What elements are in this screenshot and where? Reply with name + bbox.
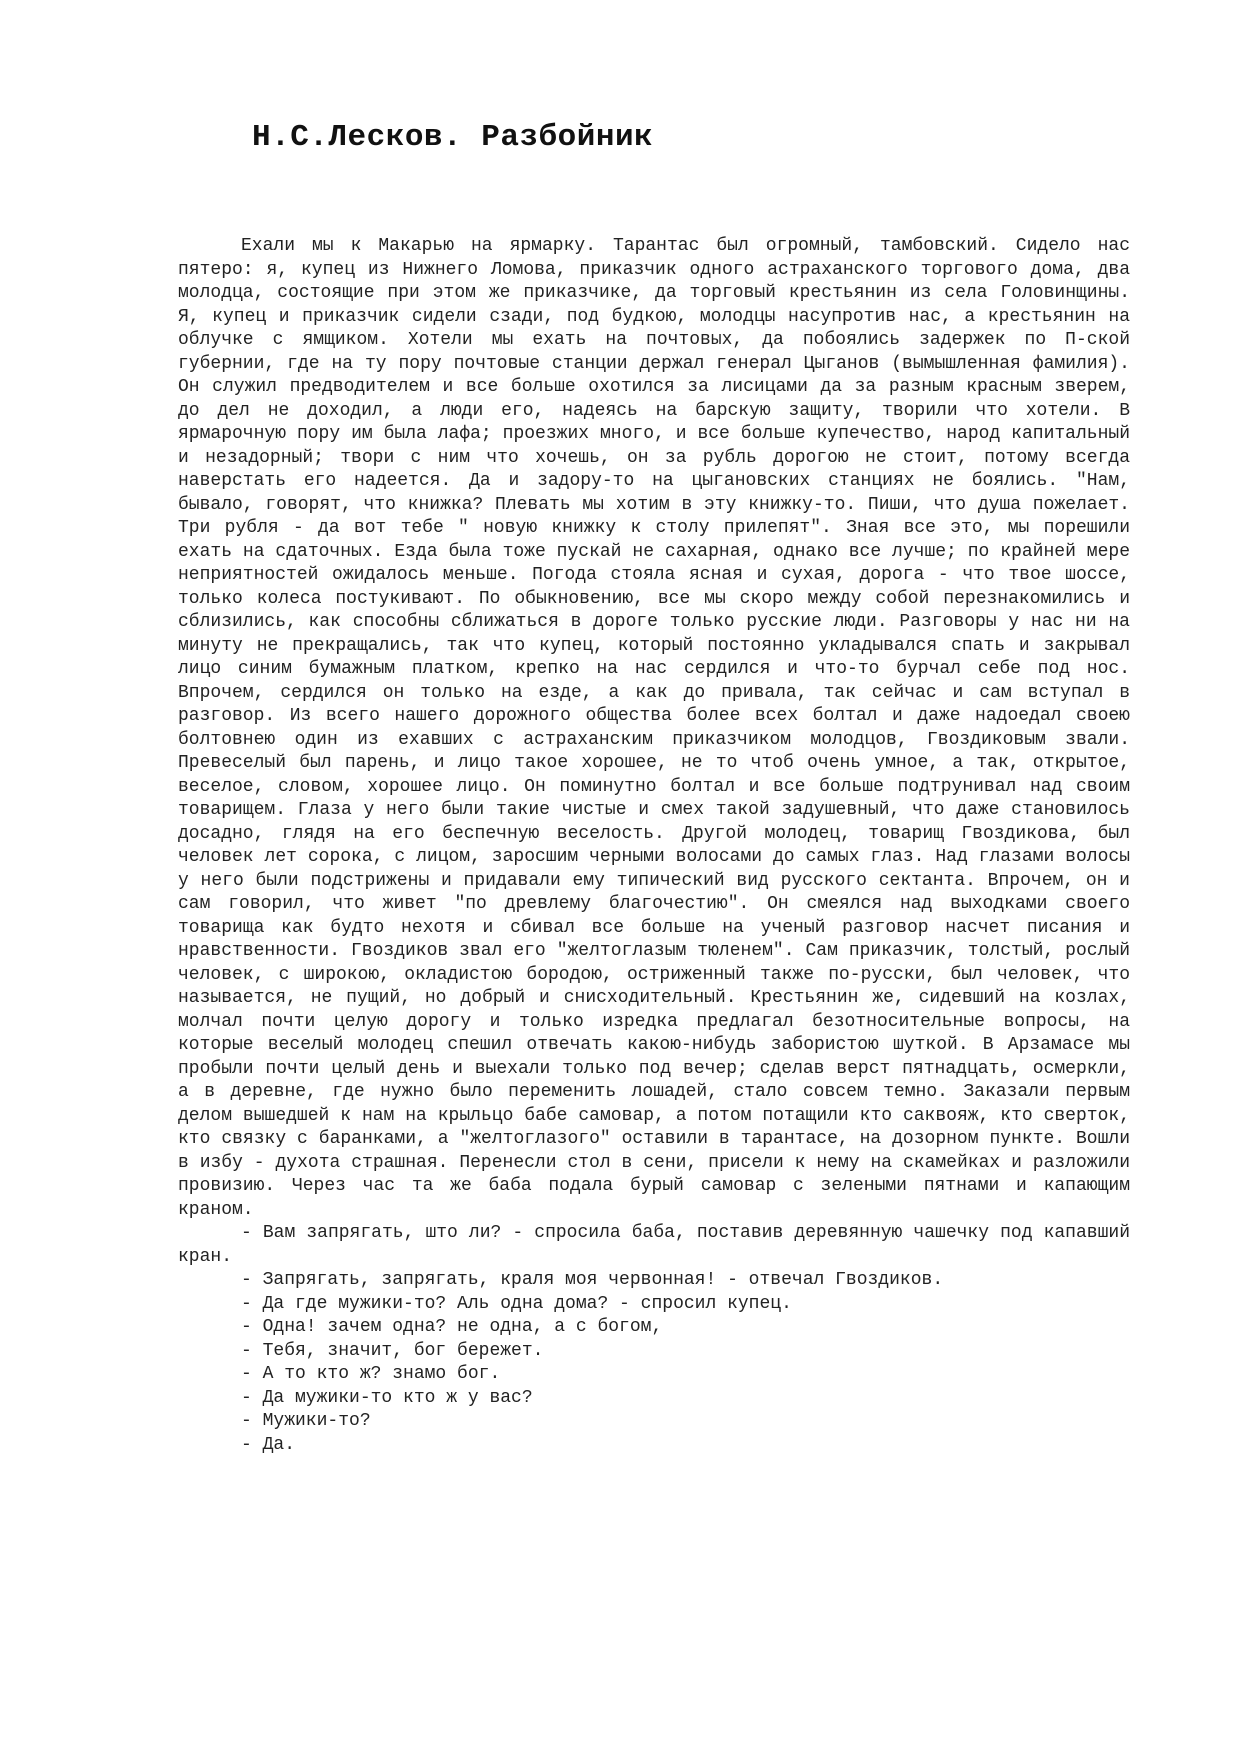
paragraph-main: Ехали мы к Макарью на ярмарку. Тарантас был огромный, тамбовский. Сидело нас пятеро: я, купец из Нижнего Ломова, приказчик одного астраханского торгового дома, два молодца, состоящие при этом же приказчике, да торговый крестьянин из села Головинщины. Я, купец и приказчик сидели сзади, под будкою, молодцы насупротив нас, а крестьянин на облучке с ямщиком. Хотели мы ехать на почтовых, да побоялись задержек по П-ской губернии, где на ту пору почтовые станции держал генерал Цыганов (вымышленная фамилия). Он служил предводителем и все больше охотился за лисицами да за разным красным зверем, до дел не доходил, а люди его, надеясь на барскую защиту, творили что хотели. В ярмарочную пору им была лафа; проезжих много, и все больше купечество, народ капитальный и незадорный; твори с ним что хочешь, он за рубль дорогою не стоит, потому всегда наверстать его надеется. Да и задору-то на цыгановских станциях не боялись. "Нам, бывало, говорят, что книжка? Плевать мы хотим в эту книжку-то. Пиши, что душа пожелает. Три рубля - да вот тебе " новую книжку к столу прилепят". Зная все это, мы порешили ехать на сдаточных. Езда была тоже пускай не сахарная, однако все лучше; по крайней мере неприятностей ожидалось меньше. Погода стояла ясная и сухая, дорога - что твое шоссе, только колеса постукивают. По обыкновению, все мы скоро между собой перезнакомились и сблизились, как способны сближаться в дороге только русские люди. Разговоры у нас ни на минуту не прекращались, так что купец, который постоянно укладывался спать и закрывал лицо синим бумажным платком, крепко на нас сердился и что-то бурчал себе под нос. Впрочем, сердился он только на езде, а как до привала, так сейчас и сам вступал в разговор. Из всего нашего дорожного общества более всех болтал и даже надоедал своею болтовнею один из ехавших с астраханским приказчиком молодцов, Гвоздиковым звали. Превеселый был парень, и лицо такое хорошее, не то чтоб очень умное, а так, открытое, веселое, словом, хорошее лицо. Он поминутно болтал и все больше подтрунивал над своим товарищем. Глаза у него были такие чистые и смех такой задушевный, что даже становилось досадно, глядя на его беспечную веселость. Другой молодец, товарищ Гвоздикова, был человек лет сорока, с лицом, заросшим черными волосами до самых глаз. Над глазами волосы у него были подстрижены и придавали ему типический вид русского сектанта. Впрочем, он и сам говорил, что живет "по древлему благочестию". Он смеялся над выходками своего товарища как будто нехотя и сбивал все больше на ученый разговор насчет писания и нравственности. Гвоздиков звал его "желтоглазым тюленем". Сам приказчик, толстый, рослый человек, с широкою, окладистою бородою, остриженный также по-русски, был человек, что называется, не пущий, но добрый и снисходительный. Крестьянин же, сидевший на козлах, молчал почти целую дорогу и только изредка предлагал безотносительные вопросы, на которые веселый молодец спешил отвечать какою-нибудь забористою шуткой. В Арзамасе мы пробыли почти целый день и выехали только под вечер; сделав верст пятнадцать, осмеркли, а в деревне, где нужно было переменить лошадей, стало совсем темно. Заказали первым делом вышедшей к нам на крыльцо бабе самовар, а потом потащили кто саквояж, кто сверток, кто связку с баранками, а "желтоглазого" оставили в тарантасе, на дозорном пункте. Вошли в избу - духота страшная. Перенесли стол в сени, присели к нему на скамейках и разложили провизию. Через час та же баба подала бурый самовар с зелеными пятнами и капающим краном.	[178, 236, 1130, 1220]
dialogue-line: - Да мужики-то кто ж у вас?	[241, 1387, 533, 1408]
document-title: Н.С.Лесков. Разбойник	[252, 120, 654, 155]
dialogue-line: - Да где мужики-то? Аль одна дома? - спросил купец.	[241, 1293, 792, 1314]
dialogue-line: - Тебя, значит, бог бережет.	[241, 1340, 544, 1361]
dialogue-line: - Да.	[241, 1434, 296, 1455]
dialogue-line: - Одна! зачем одна? не одна, а с богом,	[241, 1317, 663, 1337]
paragraph-question: - Вам запрягать, што ли? - спросила баба, поставив деревянную чашечку под капавший кран.	[178, 1223, 1130, 1267]
document-body	[178, 235, 1130, 1457]
dialogue-line: - А то кто ж? знамо бог.	[241, 1364, 501, 1384]
dialogue-line: - Запрягать, запрягать, краля моя червонная! - отвечал Гвоздиков.	[241, 1270, 944, 1290]
dialogue-line: - Мужики-то?	[241, 1411, 371, 1431]
